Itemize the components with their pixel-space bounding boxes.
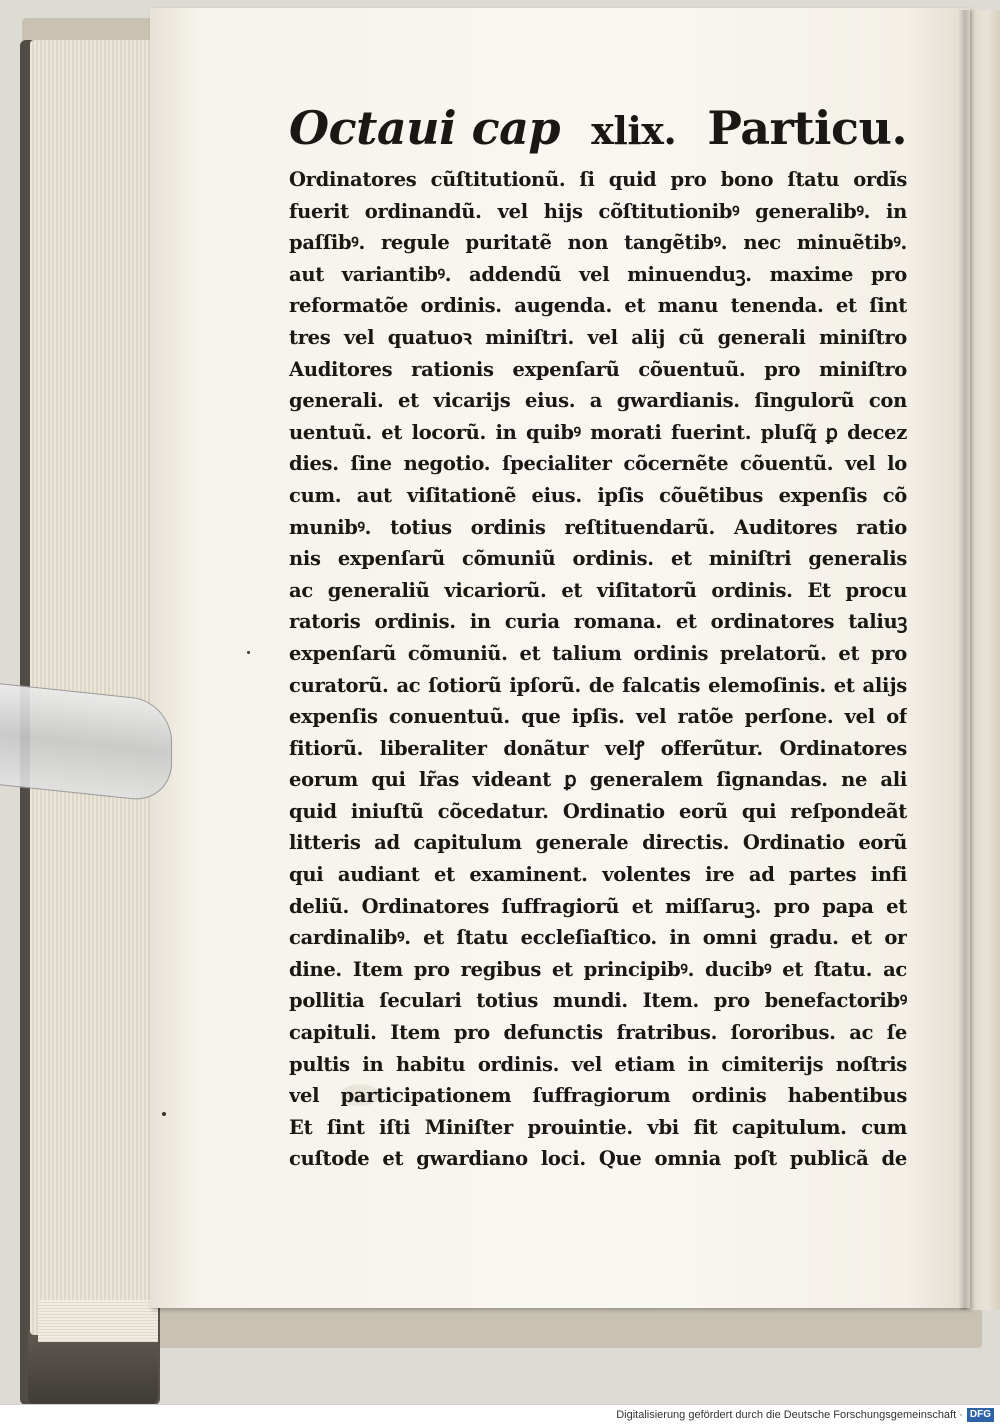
text-line: expenſarũ cõmuniũ. et talium ordinis prelatorũ. et pro — [289, 641, 907, 665]
header-chapter-number: xlix. — [591, 108, 677, 153]
text-line: Auditores rationis expenſarũ cõuentuũ. pro miniſtro — [289, 357, 907, 381]
text-line: cardinalibꝰ. et ſtatu eccleſiaſtico. in omni gradu. et or — [289, 926, 907, 950]
text-line: aut variantibꝰ. addendũ vel minuenduꝫ. maxime pro — [289, 262, 907, 286]
header-left: Octaui cap — [289, 101, 561, 155]
text-line: expenſis conuentuũ. que ipſis. vel ratõe perſone. vel of — [289, 705, 907, 729]
text-line: vel participationem ſuffragiorum ordinis habentibus — [289, 1084, 907, 1108]
text-line: generali. et vicarĳs eius. a gwardianis. ſingulorũ con — [289, 389, 907, 413]
body-text — [289, 164, 907, 1175]
dfg-logo: DFG — [967, 1408, 994, 1422]
text-line: fuerit ordinandũ. vel hĳs cõſtitutionibꝰ generalibꝰ. in — [289, 199, 907, 223]
running-header — [289, 98, 907, 158]
text-line: ratoris ordinis. in curia romana. et ordinatores taliuꝫ — [289, 610, 907, 634]
text-line: capituli. Item pro defunctis fratribus. ſororibus. ac ſe — [289, 1021, 907, 1045]
ink-speck — [247, 651, 250, 654]
text-line: eorum qui lr̃as videant ꝑ generalem ſignandas. ne ali — [289, 768, 907, 792]
printed-text-block — [289, 98, 907, 1175]
text-line: uentuũ. et locorũ. in quibꝰ morati fuerint. pluſq̃ ꝑ decez — [289, 420, 907, 444]
text-line: qui audiant et examinent. volentes ire ad partes infi — [289, 863, 907, 887]
text-line: paſſibꝰ. regule puritatẽ non tangẽtibꝰ. nec minuẽtibꝰ. — [289, 231, 907, 255]
digitization-footer — [0, 1404, 1000, 1424]
gutter-shadow — [958, 10, 972, 1310]
text-line: ac generaliũ vicariorũ. et viſitatorũ ordinis. Et procu — [289, 578, 907, 602]
text-line: Et ſint iſti Miniſter prouintie. vbi fit capitulum. cum — [289, 1115, 907, 1139]
text-line: quid iniuſtũ cõcedatur. Ordinatio eorũ qui reſpondeãt — [289, 799, 907, 823]
text-line: reformatõe ordinis. augenda. et manu tenenda. et ſint — [289, 294, 907, 318]
text-line: pultis in habitu ordinis. vel etiam in cimiterĳs noſtris — [289, 1052, 907, 1076]
text-line: pollitia ſeculari totius mundi. Item. pro benefactoribꝰ — [289, 989, 907, 1013]
text-line: curatorũ. ac ſotiorũ ipſorũ. de falcatis elemoſinis. et alĳs — [289, 673, 907, 697]
text-line: Ordinatores cũſtitutionũ. ſi quid pro bono ſtatu ordĩs — [289, 168, 907, 191]
header-right: Particu. — [707, 101, 907, 155]
footer-credit: Digitalisierung gefördert durch die Deutsche Forschungsgemeinschaft · — [616, 1408, 963, 1421]
page-edges-bottom — [38, 1300, 158, 1342]
text-line: fitiorũ. liberaliter donãtur velꝭ offerũtur. Ordinatores — [289, 736, 907, 760]
text-line: dine. Item pro regibus et principibꝰ. ducibꝰ et ſtatu. ac — [289, 957, 907, 981]
text-line: munibꝰ. totius ordinis reſtituendarũ. Auditores ratio — [289, 515, 907, 539]
text-line: cum. aut viſitationẽ eius. ipſis cõuẽtibus expenſis cõ — [289, 483, 907, 507]
text-line: litteris ad capitulum generale directis. Ordinatio eorũ — [289, 831, 907, 855]
ink-speck — [162, 1112, 166, 1116]
text-line: nis expenſarũ cõmuniũ ordinis. et miniſtri generalis — [289, 547, 907, 571]
text-line: dies. ſine negotio. ſpecialiter cõcernẽte cõuentũ. vel lo — [289, 452, 907, 476]
text-line: deliũ. Ordinatores ſuffragiorũ et miſſaruꝫ. pro papa et — [289, 894, 907, 918]
text-line: cuſtode et gwardiano loci. Que omnia poſt publicã de — [289, 1147, 907, 1171]
text-line: tres vel quatuoꝛ miniſtri. vel alĳ cũ generali miniſtro — [289, 325, 907, 349]
page-clip — [0, 683, 172, 804]
